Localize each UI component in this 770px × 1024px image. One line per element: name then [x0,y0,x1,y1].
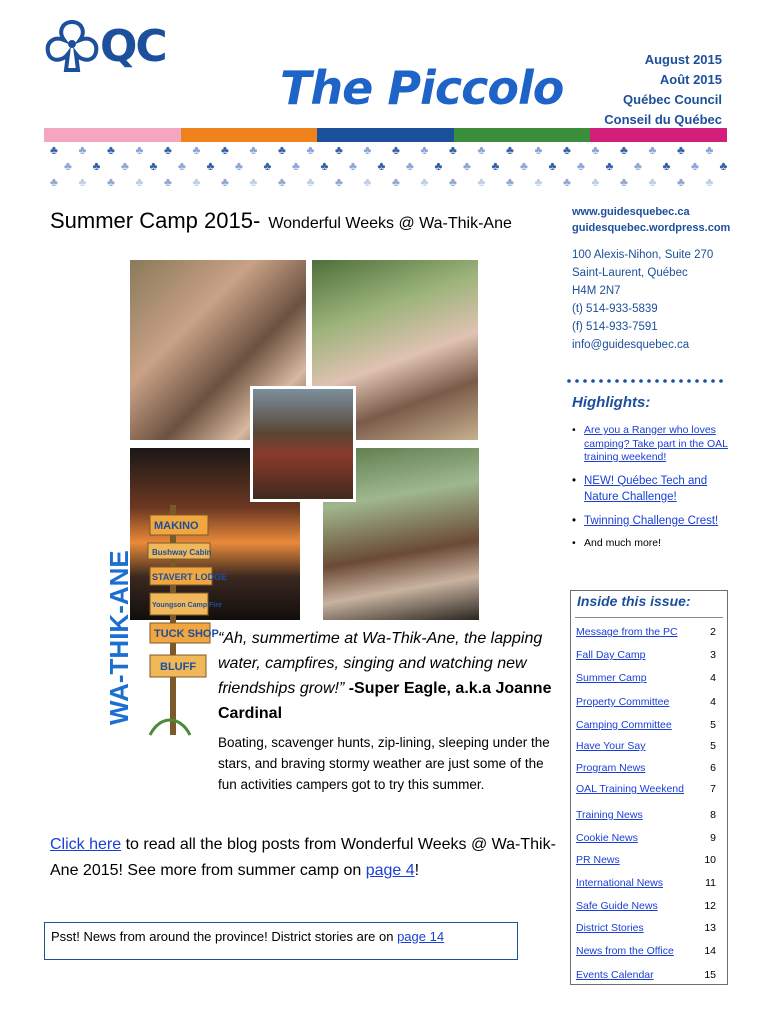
toc-row-page: 2 [710,626,716,638]
trefoil-icon: ♣ [377,159,386,173]
trefoil-icon: ♣ [78,175,87,189]
toc-row[interactable] [576,808,716,822]
council-fr: Conseil du Québec [604,112,722,127]
headline [50,208,512,234]
trefoil-icon: ♣ [149,159,158,173]
camp-quote [218,626,560,726]
trefoil-icon: ♣ [64,159,72,173]
trefoil-icon: ♣ [677,175,685,189]
divider-dot [695,379,699,383]
trefoil-icon: ♣ [705,143,714,157]
address-line-2: Saint-Laurent, Québec [572,267,688,279]
sign-vertical-text: WA-THIK-ANE [104,550,134,725]
trefoil-icon: ♣ [705,175,714,189]
trefoil-icon: ♣ [591,175,600,189]
quote-text: “Ah, summertime at Wa-Thik-Ane, the lapping water, campfires, singing and watching new friendships grow!” [218,630,543,697]
trefoil-icon: ♣ [477,175,486,189]
toc-row-page: 14 [704,945,716,957]
trefoil-icon: ♣ [534,143,543,157]
toc-divider [575,617,723,618]
header-date-block [604,50,722,130]
trefoil-icon: ♣ [192,143,201,157]
trefoil-icon: ♣ [249,175,258,189]
trefoil-icon: ♣ [178,159,186,173]
toc-row[interactable] [576,625,716,639]
trefoil-icon: ♣ [249,143,258,157]
toc-row[interactable] [576,944,716,958]
trefoil-icon: ♣ [534,175,543,189]
page-4-link[interactable]: page 4 [365,862,415,879]
trefoil-icon: ♣ [463,159,471,173]
trefoil-icon: ♣ [420,143,429,157]
trefoil-icon: ♣ [506,175,514,189]
divider-dot [575,379,579,383]
sign-board-5: TUCK SHOP [154,628,219,640]
toc-row-label[interactable]: PR News [576,854,620,866]
trefoil-icon: ♣ [363,143,372,157]
toc-row-label[interactable]: Events Calendar [576,969,654,981]
toc-row-label[interactable]: International News [576,877,663,889]
logo-text: QC [100,21,166,72]
signpost-graphic [104,495,228,745]
toc-row-page: 13 [704,922,716,934]
trefoil-icon: ♣ [449,143,457,157]
website-link[interactable]: www.guidesquebec.ca [572,206,690,218]
divider-dot [623,379,627,383]
toc-row-label[interactable]: Safe Guide News [576,900,658,912]
trefoil-icon: ♣ [235,159,243,173]
dotted-divider [566,378,726,384]
toc-row-page: 10 [704,854,716,866]
trefoil-icon: ♣ [107,143,115,157]
trefoil-icon: ♣ [221,143,229,157]
divider-dot [655,379,659,383]
contact-block [572,204,742,354]
toc-row-page: 8 [710,809,716,821]
trefoil-icon: ♣ [406,159,414,173]
trefoil-icon: ♣ [648,143,657,157]
toc-title: Inside this issue: [577,593,691,609]
highlight-item[interactable] [572,424,732,465]
headline-sub: Wonderful Weeks @ Wa-Thik-Ane [268,215,512,232]
toc-row[interactable] [576,739,716,753]
highlight-item[interactable] [572,513,732,529]
trefoil-icon: ♣ [648,175,657,189]
sign-board-1: MAKINO [154,520,199,532]
email[interactable]: info@guidesquebec.ca [572,339,690,351]
trefoil-icon: ♣ [206,159,215,173]
band-segment [44,128,181,142]
trefoil-icon: ♣ [335,143,343,157]
divider-dot [615,379,619,383]
divider-dot [711,379,715,383]
trefoil-pattern-row [44,158,748,174]
trefoil-icon: ♣ [107,175,115,189]
postal-code: H4M 2N7 [572,285,621,297]
band-segment [317,128,454,142]
trefoil-icon: ♣ [335,175,343,189]
toc-row-page: 9 [710,832,716,844]
toc-row-label[interactable]: Camping Committee [576,719,672,731]
fax: (f) 514-933-7591 [572,321,658,333]
highlights-list [572,424,732,558]
trefoil-icon: ♣ [263,159,272,173]
divider-dot [591,379,595,383]
psst-text: Psst! News from around the province! District stories are on [51,929,398,944]
divider-dot [679,379,683,383]
click-here-link[interactable]: Click here [50,836,122,853]
toc-row-label[interactable]: Program News [576,762,646,774]
band-segment [181,128,318,142]
psst-box [44,922,518,960]
trefoil-icon: ♣ [591,143,600,157]
toc-row-page: 11 [705,877,716,889]
council-en: Québec Council [623,92,722,107]
toc-row-label[interactable]: Training News [576,809,643,821]
trefoil-icon: ♣ [192,175,201,189]
trefoil-icon: ♣ [78,143,87,157]
toc-row-page: 12 [704,900,716,912]
trefoil-icon: ♣ [620,143,628,157]
toc-row-page: 5 [710,719,716,731]
trefoil-icon: ♣ [434,159,443,173]
trefoil-icon: ♣ [691,159,699,173]
trefoil-icon: ♣ [306,143,315,157]
trefoil-icon: ♣ [320,159,329,173]
trefoil-icon: ♣ [392,143,400,157]
trefoil-icon: ♣ [449,175,457,189]
toc-row-page: 15 [704,969,716,981]
trefoil-icon: ♣ [506,143,514,157]
trefoil-icon: ♣ [92,159,101,173]
trefoil-icon: ♣ [620,175,628,189]
toc-row[interactable] [576,695,716,709]
trefoil-icon: ♣ [677,143,685,157]
toc-row[interactable] [576,671,716,685]
divider-dot [631,379,635,383]
toc-row-page: 7 [710,783,716,795]
sign-board-6: BLUFF [160,661,197,673]
trefoil-icon: ♣ [662,159,671,173]
phone: (t) 514-933-5839 [572,303,658,315]
highlight-twinning-link[interactable]: Twinning Challenge Crest! [584,514,719,527]
trefoil-icon: ♣ [135,143,144,157]
trefoil-icon: ♣ [135,175,144,189]
sign-board-3: STAVERT LODGE [152,572,228,582]
photo-canoe [250,386,356,502]
trefoil-icon: ♣ [563,175,571,189]
toc-row-label[interactable]: OAL Training Weekend [576,783,684,795]
trefoil-icon: ♣ [520,159,528,173]
trefoil-icon: ♣ [50,143,58,157]
toc-row[interactable] [576,718,716,732]
highlight-item[interactable] [572,473,732,505]
highlight-ranger-link[interactable]: Are you a Ranger who loves camping? Take part in the OAL training weekend! [584,424,728,463]
toc-row-page: 3 [710,649,716,661]
toc-row-page: 6 [710,762,716,774]
trefoil-icon: ♣ [392,175,400,189]
toc-row[interactable] [576,853,716,867]
divider-dot [567,379,571,383]
trefoil-icon: ♣ [292,159,300,173]
trefoil-icon: ♣ [221,175,229,189]
trefoil-icon: ♣ [349,159,357,173]
divider-dot [607,379,611,383]
divider-dot [719,379,723,383]
toc-row-label[interactable]: News from the Office [576,945,674,957]
toc-row[interactable] [576,782,716,796]
band-segment [454,128,591,142]
highlight-more: And much more! [584,536,662,549]
toc-row-label[interactable]: Property Committee [576,696,670,708]
divider-dot [687,379,691,383]
divider-dot [647,379,651,383]
toc-row[interactable] [576,831,716,845]
trefoil-icon: ♣ [164,143,172,157]
blog-text-1: to read all the blog posts from Wonderful Weeks @ Wa-Thik-Ane 2015! See more from summer camp on [50,836,556,879]
sign-board-4: Youngson Camp Fire [152,602,222,609]
trefoil-icon: ♣ [278,175,286,189]
trefoil-icon: ♣ [306,175,315,189]
color-band [44,128,727,142]
trefoil-icon: ♣ [634,159,642,173]
trefoil-icon: ♣ [121,159,129,173]
newsletter-title: The Piccolo [280,61,564,115]
divider-dot [663,379,667,383]
toc-row-page: 4 [710,696,716,708]
trefoil-icon: ♣ [477,143,486,157]
toc-row[interactable] [576,876,716,890]
toc-row-page: 5 [710,740,716,752]
trefoil-icon: ♣ [491,159,500,173]
toc-row-label[interactable]: Message from the PC [576,626,678,638]
toc-row[interactable] [576,648,716,662]
trefoil-icon [44,18,100,76]
trefoil-icon: ♣ [719,159,728,173]
trefoil-icon: ♣ [563,143,571,157]
camp-body-text: Boating, scavenger hunts, zip-lining, sleeping under the stars, and braving stormy weather are just some of the fun activities campers got to try this summer. [218,735,550,792]
toc-row[interactable] [576,921,716,935]
toc-row-label[interactable]: Have Your Say [576,740,646,752]
band-segment [590,128,727,142]
address-line-1: 100 Alexis-Nihon, Suite 270 [572,249,714,261]
trefoil-icon: ♣ [363,175,372,189]
guides-quebec-logo [44,18,166,76]
page-14-link[interactable]: page 14 [397,929,445,944]
divider-dot [599,379,603,383]
sign-board-2: Bushway Cabin [152,548,212,557]
toc-row-label[interactable]: Cookie News [576,832,638,844]
blog-link-paragraph [50,832,570,884]
trefoil-icon: ♣ [278,143,286,157]
toc-row-label[interactable]: Fall Day Camp [576,649,646,661]
toc-row[interactable] [576,899,716,913]
toc-row[interactable] [576,968,716,982]
divider-dot [639,379,643,383]
trefoil-icon: ♣ [577,159,585,173]
trefoil-pattern-row [44,174,734,190]
blog-website-link[interactable]: guidesquebec.wordpress.com [572,222,731,234]
toc-row-page: 4 [710,672,716,684]
trefoil-icon: ♣ [420,175,429,189]
trefoil-icon: ♣ [164,175,172,189]
divider-dot [583,379,587,383]
divider-dot [671,379,675,383]
inside-this-issue-box [570,590,728,985]
trefoil-icon: ♣ [548,159,557,173]
headline-main: Summer Camp 2015- [50,208,261,233]
quote-author: -Super Eagle, a.k.a Joanne Cardinal [218,680,552,722]
toc-row[interactable] [576,761,716,775]
divider-dot [703,379,707,383]
date-en: August 2015 [644,52,722,67]
trefoil-icon: ♣ [50,175,58,189]
toc-row-label[interactable]: District Stories [576,922,644,934]
trefoil-pattern-row [44,142,734,158]
date-fr: Août 2015 [659,72,722,87]
toc-row-label[interactable]: Summer Camp [576,672,647,684]
highlight-tech-nature-link[interactable]: NEW! Québec Tech and Nature Challenge! [584,474,708,503]
trefoil-pattern [44,142,727,190]
highlights-title: Highlights: [572,394,651,411]
highlight-item [572,537,732,551]
blog-text-2: ! [414,862,420,879]
trefoil-icon: ♣ [605,159,614,173]
